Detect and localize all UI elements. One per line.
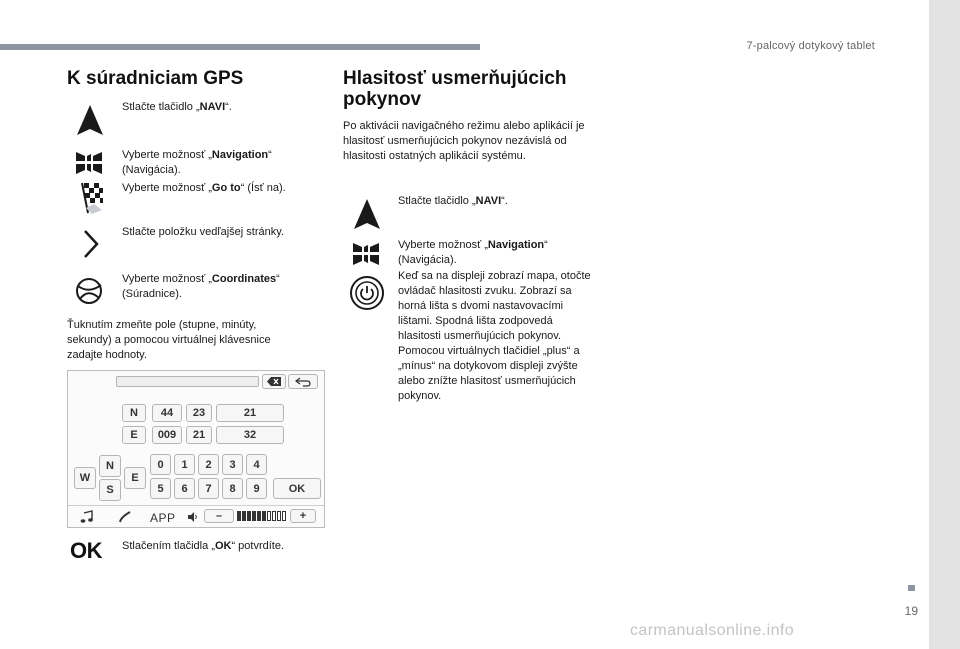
step-text: Vyberte možnosť „ — [122, 273, 212, 285]
page-edge-strip — [929, 0, 960, 649]
coordinates-input-field[interactable] — [116, 376, 259, 387]
digit-key[interactable]: 9 — [246, 478, 267, 499]
right-step-navi — [398, 194, 598, 209]
digit-key[interactable]: 6 — [174, 478, 195, 499]
lat-minutes-field[interactable]: 23 — [186, 404, 212, 422]
header-bar — [0, 44, 480, 50]
volume-minus-button[interactable]: – — [204, 509, 234, 523]
step-navigation — [122, 148, 322, 178]
volume-segment — [277, 511, 281, 521]
step-text: Stlačte položku vedľajšej stránky. — [122, 226, 284, 238]
right-intro: Po aktivácii navigačného režimu alebo aplikácií je hlasitosť usmerňujúcich pokynov nezávislá od hlasitosti ostatných aplikácií systému. — [343, 120, 585, 162]
backspace-icon — [267, 377, 281, 386]
ok-symbol-icon: OK — [70, 538, 102, 563]
volume-segment — [247, 511, 251, 521]
lat-direction-field[interactable]: N — [122, 404, 146, 422]
right-step-navigation — [398, 238, 598, 268]
step-text: “ (Ísť na). — [240, 182, 286, 194]
step-keyword: Navigation — [211, 149, 269, 161]
step-text: Vyberte možnosť „ — [122, 182, 212, 194]
power-knob-icon — [349, 275, 385, 311]
step-text: Stlačte tlačidlo „ — [122, 101, 200, 113]
back-button[interactable] — [288, 374, 318, 389]
lat-degrees-field[interactable]: 44 — [152, 404, 182, 422]
volume-level-bar[interactable] — [237, 511, 289, 521]
step-text: Vyberte možnosť „ — [398, 239, 488, 251]
direction-key-n[interactable]: N — [99, 455, 121, 477]
direction-key-s[interactable]: S — [99, 479, 121, 501]
phone-icon[interactable] — [118, 510, 132, 524]
volume-plus-button[interactable]: + — [290, 509, 316, 523]
step-coordinates — [122, 272, 322, 302]
lon-seconds-field[interactable]: 32 — [216, 426, 284, 444]
volume-segment — [257, 511, 261, 521]
chapter-title: 7-palcový dotykový tablet — [746, 40, 875, 52]
volume-segment — [272, 511, 276, 521]
left-title: K súradniciam GPS — [67, 68, 244, 89]
app-button[interactable]: APP — [150, 511, 176, 525]
return-arrow-icon — [295, 377, 311, 387]
step-text: “ (Navigácia). — [122, 149, 272, 176]
backspace-button[interactable] — [262, 374, 286, 389]
volume-icon — [186, 511, 198, 523]
step-ok — [122, 539, 322, 554]
globe-icon — [74, 276, 104, 306]
volume-segment — [252, 511, 256, 521]
step-text: Stlačením tlačidla „ — [122, 540, 215, 552]
navigation-menu-icon — [350, 241, 382, 267]
digit-key[interactable]: 7 — [198, 478, 219, 499]
digit-key[interactable]: 2 — [198, 454, 219, 475]
step-keyword: Navigation — [487, 239, 545, 251]
step-text: “ (Súradnice). — [122, 273, 280, 300]
step-keyword: Coordinates — [211, 273, 277, 285]
step-keyword: NAVI — [199, 101, 226, 113]
step-subpage — [122, 225, 322, 240]
step-keyword: NAVI — [475, 195, 502, 207]
step-keyword: Go to — [211, 182, 241, 194]
lon-direction-field[interactable]: E — [122, 426, 146, 444]
direction-key-w[interactable]: W — [74, 467, 96, 489]
right-body: Keď sa na displeji zobrazí mapa, otočte ovládač hlasitosti zvuku. Zobrazí sa horná lišta s dvomi nastavovacími lištami. Spodná lišta zodpovedá hlasitosti usmerňujúcich pokynov. Pomocou virtuálnych tlačidiel „plus“ a „mínus“ na dotykovom displeji zvýšte alebo znížte hlasitosť usmerňujúcich pokynov. — [398, 270, 591, 402]
chevron-right-icon — [83, 229, 99, 259]
left-paragraph: Ťuknutím zmeňte pole (stupne, minúty, sekundy) a pomocou virtuálnej klávesnice zadajte hodnoty. — [67, 319, 271, 361]
navigation-menu-icon — [73, 150, 105, 176]
page-marker — [908, 585, 915, 591]
right-title-line2: pokynov — [343, 89, 422, 110]
step-navi — [122, 100, 322, 115]
lat-seconds-field[interactable]: 21 — [216, 404, 284, 422]
volume-segment — [282, 511, 286, 521]
step-text: “ potvrdíte. — [231, 540, 285, 552]
digit-key[interactable]: 5 — [150, 478, 171, 499]
watermark: carmanualsonline.info — [630, 622, 795, 639]
right-title-line1: Hlasitosť usmerňujúcich — [343, 68, 567, 89]
step-keyword: OK — [214, 540, 232, 552]
navi-arrow-icon — [353, 198, 381, 230]
step-text: “. — [225, 101, 232, 113]
step-go-to — [122, 181, 322, 196]
digit-key[interactable]: 4 — [246, 454, 267, 475]
navi-arrow-icon — [76, 104, 104, 136]
step-text: “. — [501, 195, 508, 207]
direction-key-e[interactable]: E — [124, 467, 146, 489]
ok-key[interactable]: OK — [273, 478, 321, 499]
page-number: 19 — [904, 604, 918, 618]
lon-minutes-field[interactable]: 21 — [186, 426, 212, 444]
step-text: “ (Navigácia). — [398, 239, 548, 266]
music-note-icon[interactable] — [80, 510, 94, 524]
digit-key[interactable]: 8 — [222, 478, 243, 499]
volume-segment — [267, 511, 271, 521]
go-to-flag-icon — [74, 180, 106, 216]
step-text: Stlačte tlačidlo „ — [398, 195, 476, 207]
digit-key[interactable]: 1 — [174, 454, 195, 475]
volume-segment — [262, 511, 266, 521]
digit-key[interactable]: 3 — [222, 454, 243, 475]
step-text: Vyberte možnosť „ — [122, 149, 212, 161]
lon-degrees-field[interactable]: 009 — [152, 426, 182, 444]
volume-segment — [237, 511, 241, 521]
toolbar-divider — [68, 505, 324, 506]
coordinates-keyboard-screen — [67, 370, 325, 528]
digit-key[interactable]: 0 — [150, 454, 171, 475]
volume-segment — [242, 511, 246, 521]
